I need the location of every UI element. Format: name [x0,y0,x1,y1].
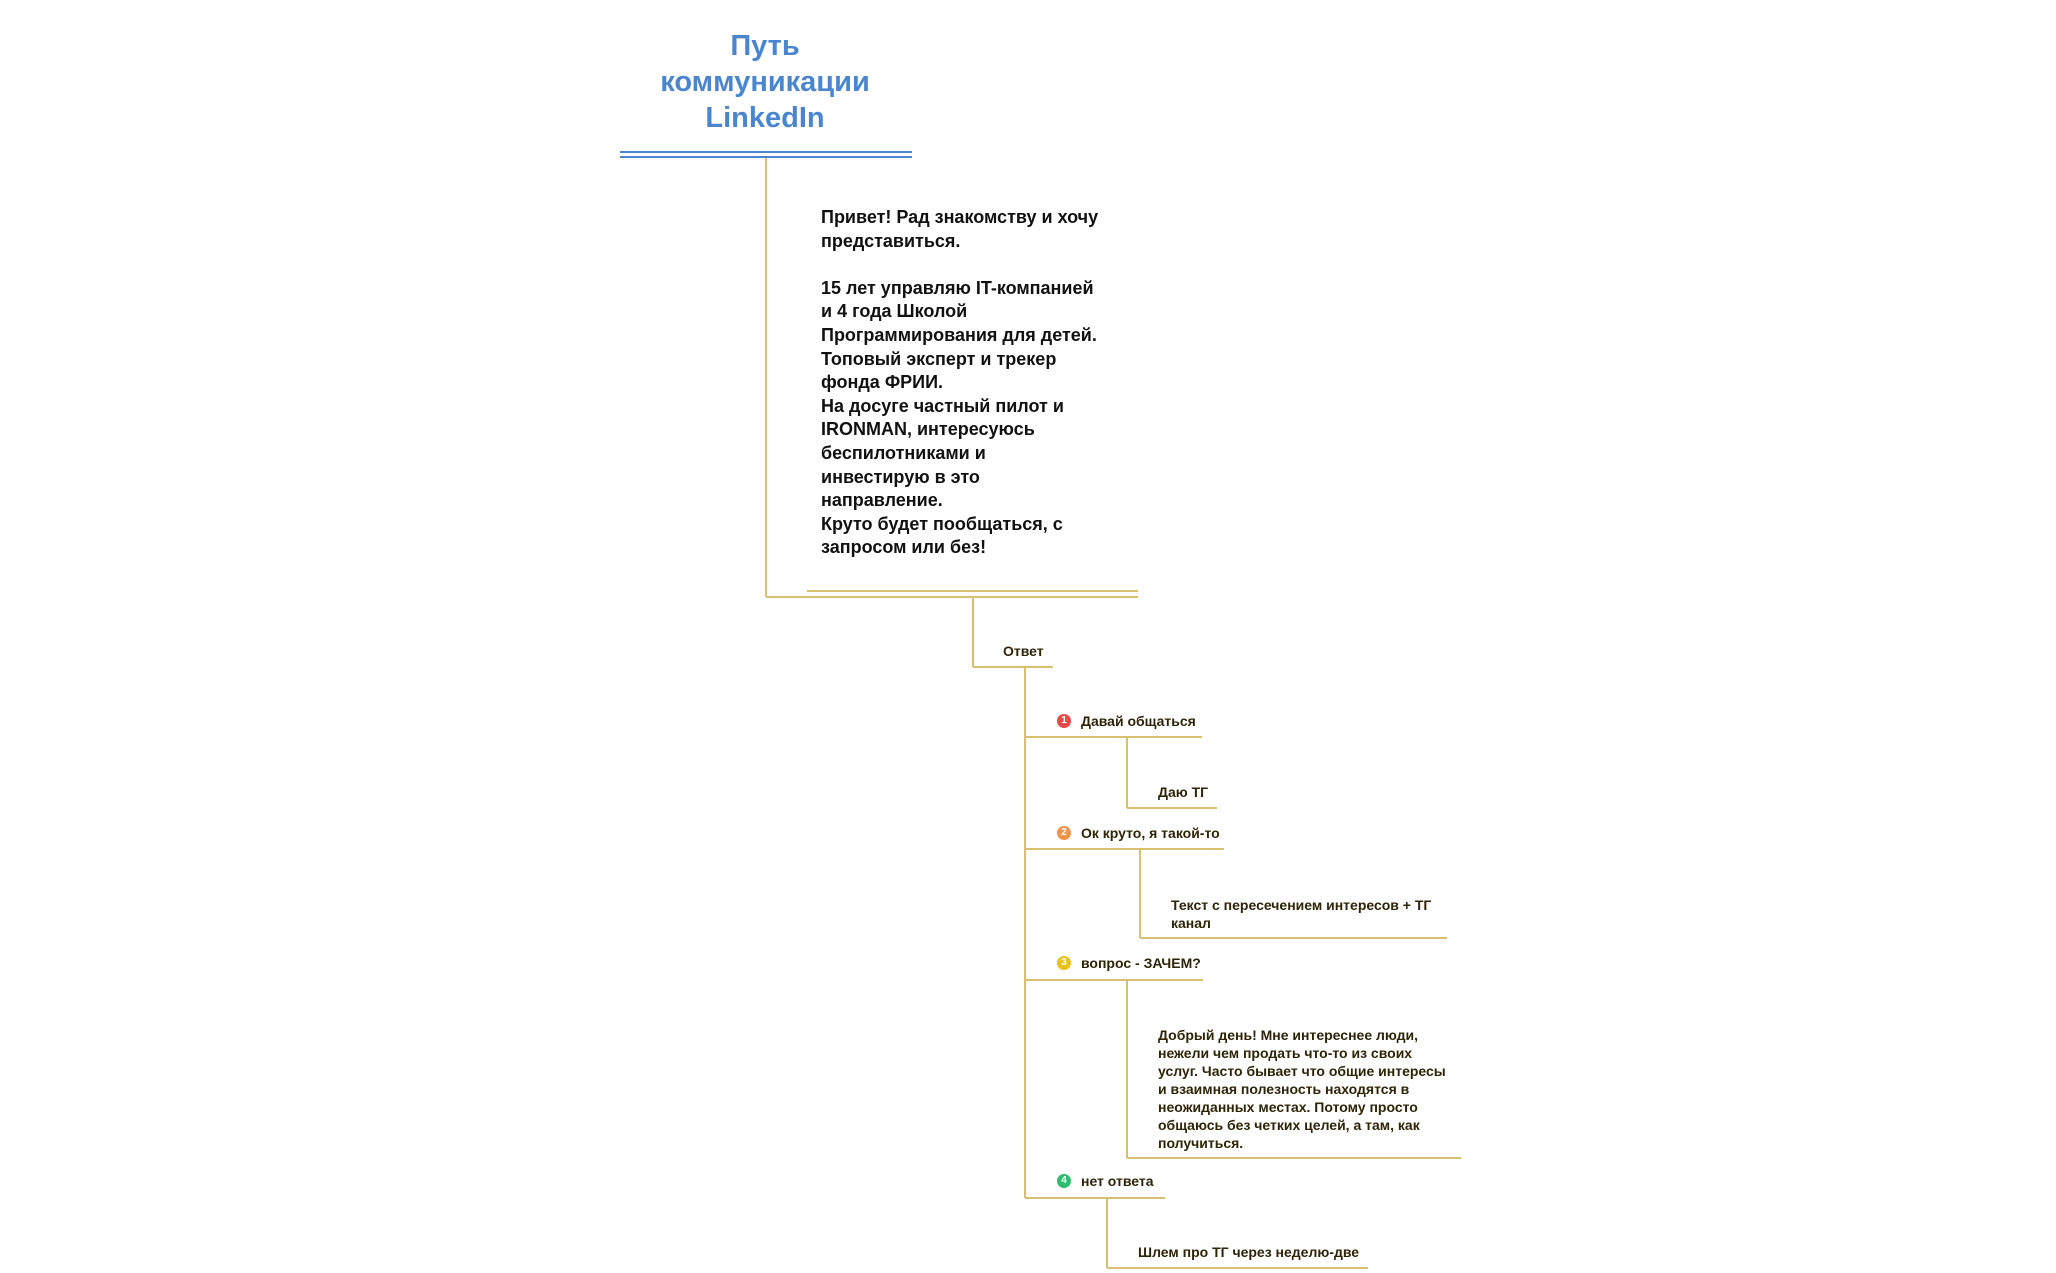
priority-2-icon: 2 [1057,826,1071,840]
branch-why-question[interactable] [1057,954,1201,972]
priority-3-icon: 3 [1057,956,1071,970]
branch-label: Ок круто, я такой-то [1081,825,1220,841]
branch-label: Давай общаться [1081,713,1196,729]
priority-1-icon: 1 [1057,714,1071,728]
branch-label: нет ответа [1081,1173,1154,1189]
root-title[interactable]: Путь коммуникации LinkedIn [660,30,870,134]
branch-ok-cool[interactable] [1057,824,1220,842]
branch-lets-talk[interactable] [1057,712,1196,730]
intro-message[interactable]: Привет! Рад знакомству и хочу представиться. 15 лет управляю IT-компанией и 4 года Школой Программирования для детей. Топовый эксперт и трекер фонда ФРИИ. На досуге частный пилот и IRONMAN, интересуюсь беспилотниками и инвестирую в это направление. Круто будет пообщаться, с запросом или без! [821,207,1099,558]
reply-node[interactable]: Текст с пересечением интересов + ТГ канал [1171,897,1432,931]
reply-node[interactable]: Шлем про ТГ через неделю-две [1138,1244,1360,1260]
branch-no-answer[interactable] [1057,1172,1154,1190]
reply-node[interactable]: Добрый день! Мне интереснее люди, нежели чем продать что-то из своих услуг. Часто бывает что общие интересы и взаимная полезность находятся в неожиданных местах. Потому просто общаюсь без четких целей, а там, как получиться. [1158,1027,1446,1151]
branch-label: вопрос - ЗАЧЕМ? [1081,955,1201,971]
reply-node[interactable]: Даю ТГ [1158,784,1209,800]
priority-4-icon: 4 [1057,1174,1071,1188]
answer-node[interactable]: Ответ [1003,643,1044,659]
